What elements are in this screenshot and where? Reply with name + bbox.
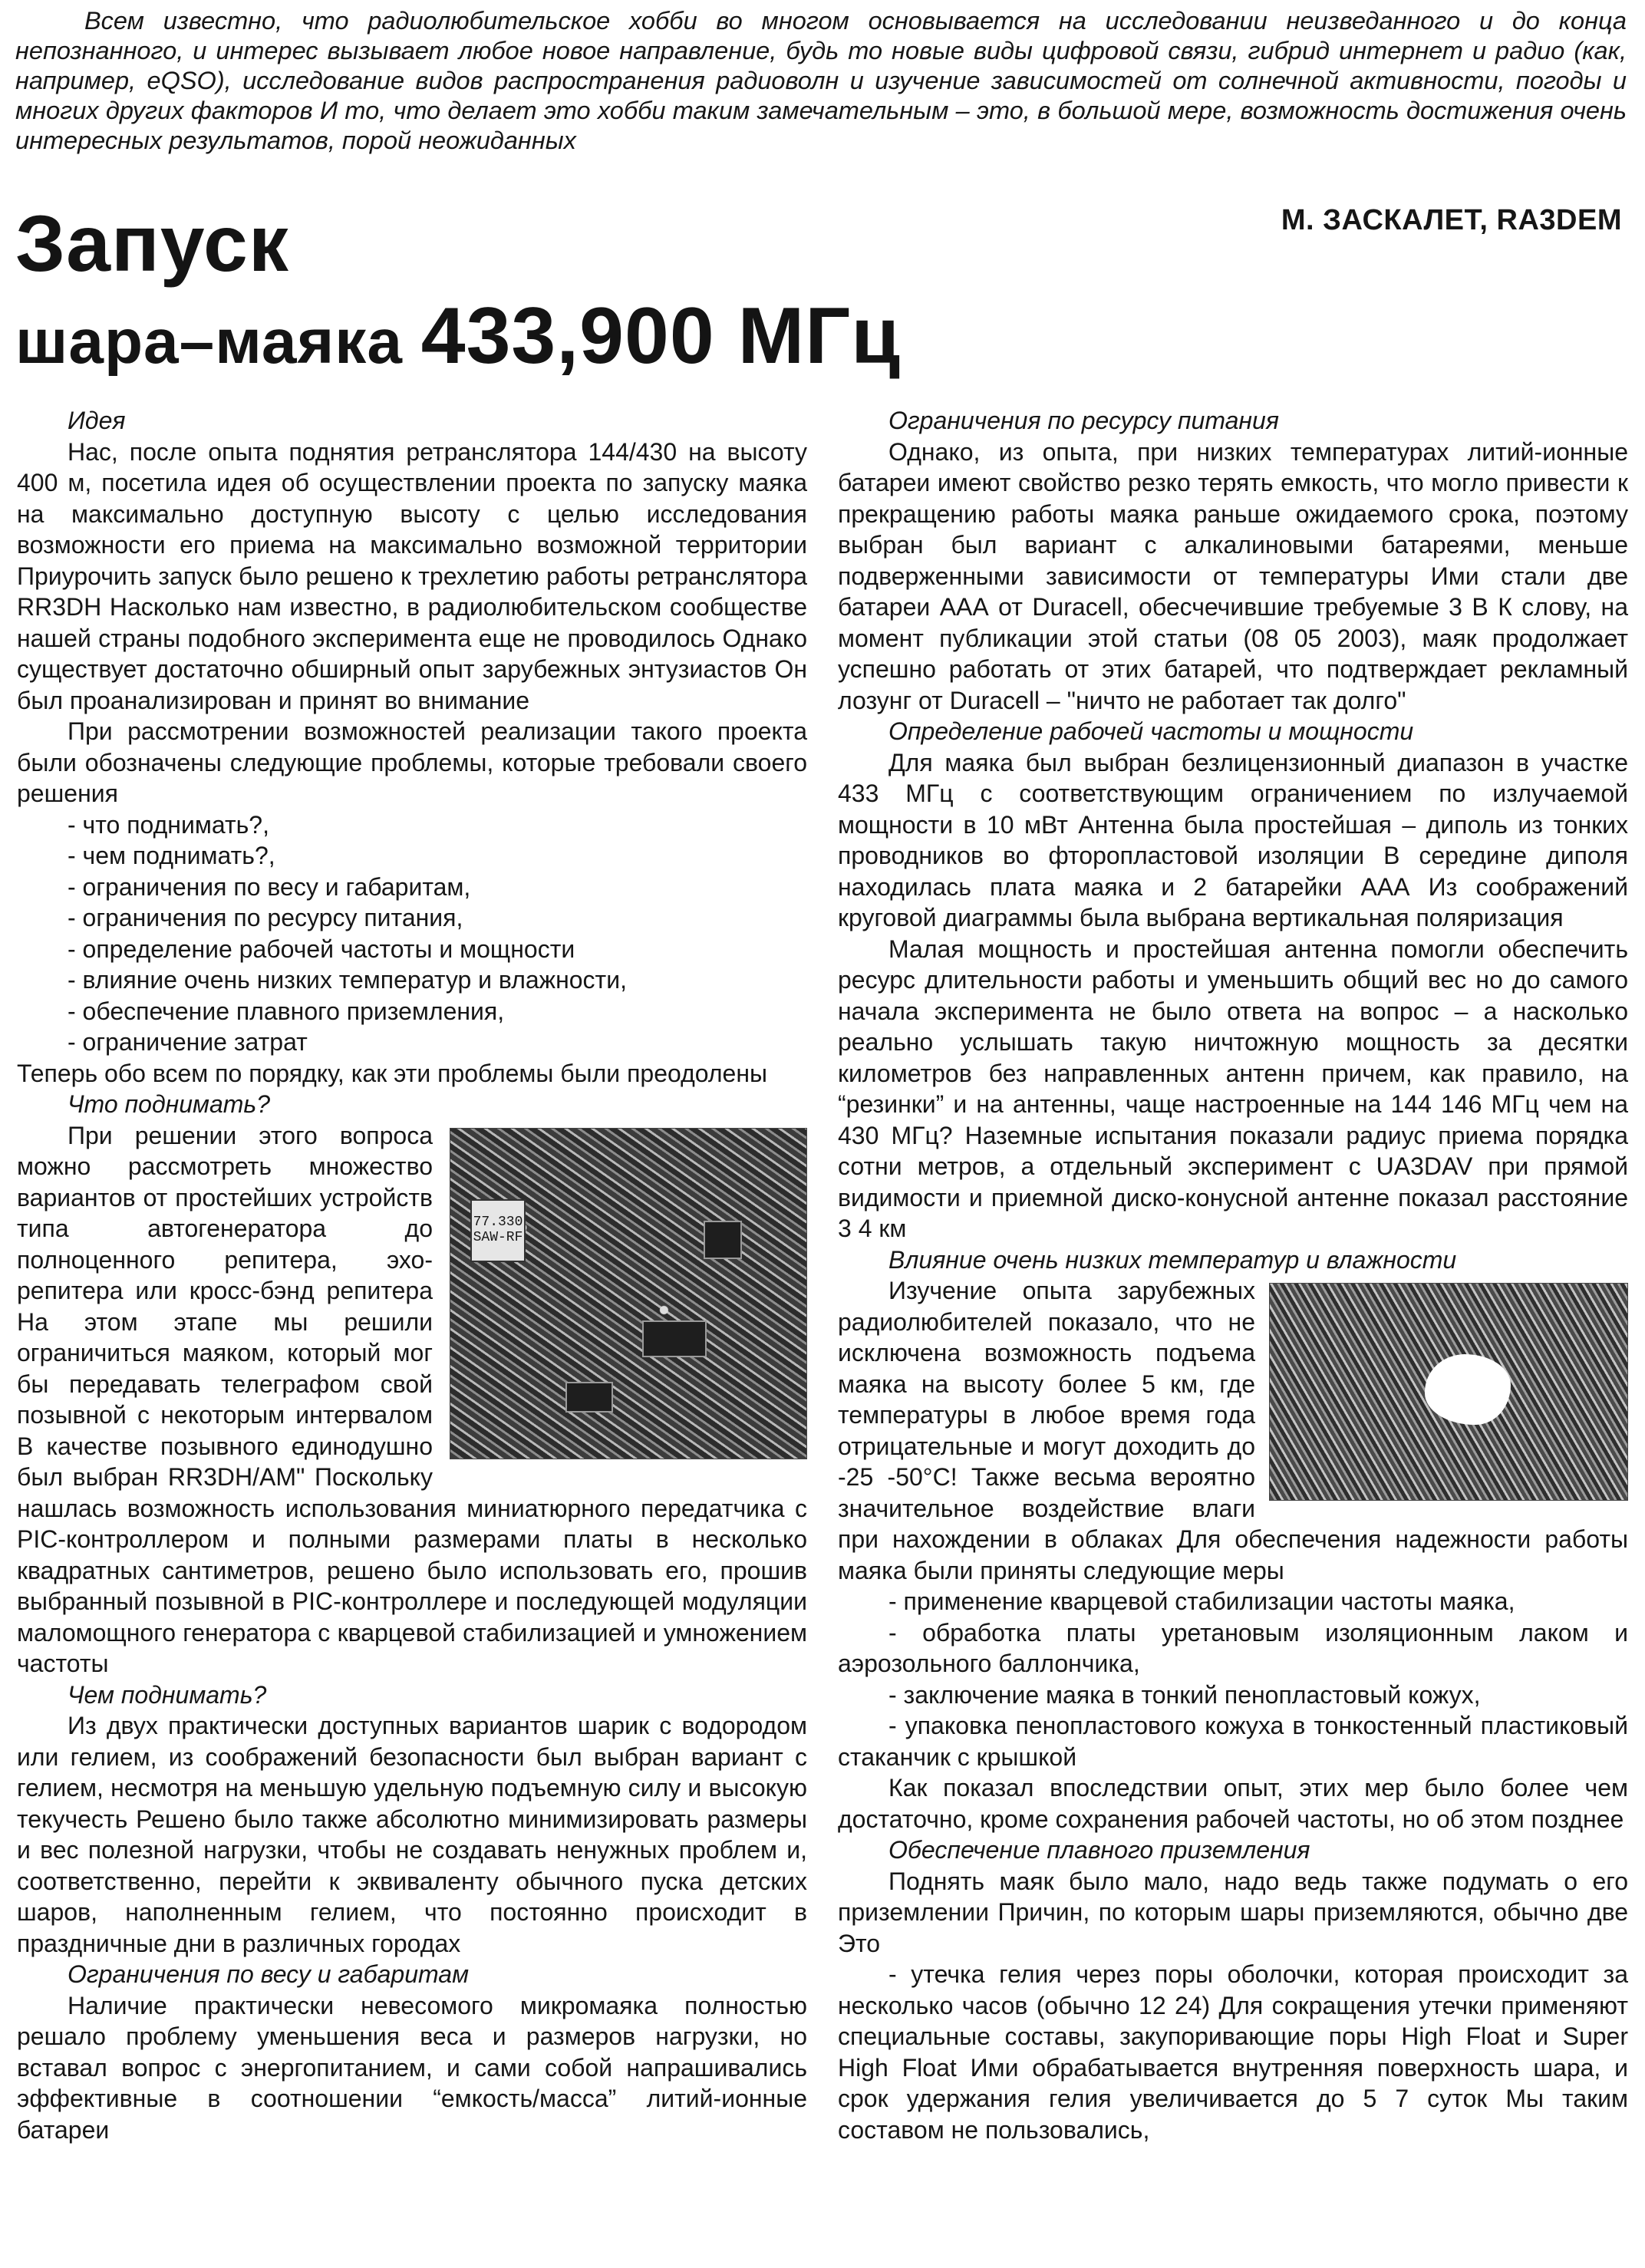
balloon-shape — [1425, 1354, 1511, 1425]
list-item: - заключение маяка в тонкий пенопластовый кожух, — [888, 1680, 1481, 1709]
balloon-photo — [1269, 1283, 1628, 1501]
title-line-1: Запуск — [15, 199, 289, 288]
ic-chip — [704, 1221, 742, 1259]
heading-temperature: Влияние очень низких температур и влажности — [888, 1245, 1457, 1274]
paragraph: Нас, после опыта поднятия ретранслятора 144/430 на высоту 400 м, посетила идея об осуществлении проекта по запуску маяка на максимально доступную высоту с целью исследования возможности его приема на максимально возможной территории Приурочить запуск было решено к трехлетию работы ретранслятора RR3DH Насколько нам известно, в радиолюбительском сообществе нашей страны подобного эксперимента еще не проводилось Однако существует достаточно обширный опыт зарубежных энтузиастов Он был проанализирован и принят во внимание — [17, 437, 807, 714]
heading-weight-limits: Ограничения по весу и габаритам — [68, 1960, 470, 1988]
paragraph: При рассмотрении возможностей реализации такого проекта были обозначены следующие проблемы, которые требовали своего решения — [17, 717, 807, 807]
paragraph: Теперь обо всем по порядку, как эти проблемы были преодолены — [17, 1059, 767, 1087]
title-frequency: 433,900 МГц — [420, 292, 902, 381]
crystal-chip: 77.330 SAW-RF — [470, 1199, 526, 1262]
paragraph: При решении этого вопроса можно рассмотреть множество вариантов от простейших устройств типа автогенератора до полноценного репитера, эхо-репитера или кросс-бэнд репитера На этом этапе мы решили ограничиться маяком, который мог бы передавать телеграфом свой позывной с некоторым интервалом В качестве позывного единодушно был выбран RR3DH/AM" Поскольку нашлась возможность использования миниатюрного передатчика с PIC-контроллером и полными размерами платы в несколько квадратных сантиметров, решено было использовать его, прошив выбранный позывной в PIC-контроллере и последующей модуляции маломощного генератора с кварцевой стабилизацией и умножением частоты — [17, 1121, 807, 1677]
list-item: - упаковка пенопластового кожуха в тонкостенный пластиковый стаканчик с крышкой — [838, 1712, 1628, 1771]
heading-power-limits: Ограничения по ресурсу питания — [888, 407, 1279, 434]
paragraph: Как показал впоследствии опыт, этих мер было более чем достаточно, кроме сохранения рабочей частоты, но об этом позднее — [838, 1774, 1628, 1833]
title-line-2: шара–маяка — [15, 307, 403, 377]
ic-chip — [642, 1320, 707, 1357]
list-item: - чем поднимать?, — [68, 842, 275, 869]
heading-what-to-lift: Что поднимать? — [68, 1090, 271, 1118]
paragraph: Из двух практически доступных вариантов шарик с водородом или гелием, из соображений безопасности был выбран вариант с гелием, несмотря на меньшую удельную подъемную силу и высокую текучесть Решено было также абсолютно минимизировать размеры и вес полезной нагрузки, чтобы не создавать ненужных проблем и, соответственно, перейти к эквиваленту обычного пуска детских шаров, наполненным гелием, что постоянно происходит в праздничные дни в различных городах — [17, 1712, 807, 1957]
heading-frequency-power: Определение рабочей частоты и мощности — [888, 717, 1414, 745]
left-column — [17, 405, 807, 2145]
right-column — [838, 405, 1628, 2145]
article-title — [15, 201, 901, 385]
list-item: - что поднимать?, — [68, 810, 269, 839]
paragraph: Для маяка был выбран безлицензионный диапазон в участке 433 МГц с соответствующим ограничением по излучаемой мощности в 10 мВт Антенна была простейшая – диполь из тонких проводников во фторопластовой изоляции В середине диполя находилась плата маяка и 2 батарейки ААА Из соображений круговой диаграммы была выбрана вертикальная поляризация — [838, 748, 1628, 931]
paragraph: Поднять маяк было мало, надо ведь также подумать о его приземлении Причин, по которым шары приземляются, обычно две Это — [838, 1867, 1628, 1957]
intro-text: Всем известно, что радиолюбительское хобби во многом основывается на исследовании неизведанного и до конца непознанного, и интерес вызывает любое новое направление, будь то новые виды цифровой связи, гибрид интернет и радио (как, например, eQSO), исследование видов распространения радиоволн и изучение зависимостей от солнечной активности, погоды и многих других факторов И то, что делает это хобби таким замечательным – это, в большой мере, возможность достижения очень интересных результатов, порой неожиданных — [15, 7, 1627, 154]
list-item: - ограничение затрат — [68, 1028, 308, 1056]
author-byline: М. ЗАСКАЛЕТ, RA3DEM — [1281, 204, 1622, 236]
paragraph: - утечка гелия через поры оболочки, которая происходит за несколько часов (обычно 12 24) Для сокращения утечки применяют специальные составы, закупоривающие поры High Float и Super High Float Ими обрабатывается внутренняя поверхность шара, и срок удержания гелия увеличивается до 5 7 суток Мы таким составом не пользовались, — [838, 1960, 1628, 2144]
beacon-board-photo — [450, 1128, 807, 1459]
list-item: - ограничения по весу и габаритам, — [68, 872, 471, 901]
heading-idea: Идея — [68, 407, 126, 434]
paragraph: Изучение опыта зарубежных радиолюбителей показало, что не исключена возможность подъема маяка на высоту более 5 км, где температуры в любое время года отрицательные и могут доходить до -25 -50°C! Также весьма вероятно значительное воздействие влаги при нахождении в облаках Для обеспечения надежности работы маяка были приняты следующие меры — [838, 1277, 1628, 1584]
list-item: - применение кварцевой стабилизации частоты маяка, — [888, 1587, 1515, 1615]
paragraph: Малая мощность и простейшая антенна помогли обеспечить ресурс длительности работы и уменьшить общий вес но до самого начала эксперимента не было ответа на вопрос – а насколько реально услышать такую ничтожную мощность за десятки километров без направленных антенн причем, как правило, на “резинки” и на антенны, чаще настроенные на 144 146 МГц чем на 430 МГц? Наземные испытания показали радиус приема порядка сотни метров, а отдельный эксперимент с UA3DAV при прямой видимости и приемной диско-конусной антенне показал расстояние 3 4 км — [838, 935, 1628, 1242]
heading-landing: Обеспечение плавного приземления — [888, 1836, 1310, 1864]
list-item: - обеспечение плавного приземления, — [68, 997, 505, 1025]
ic-chip — [565, 1382, 613, 1413]
list-item: - определение рабочей частоты и мощности — [68, 935, 575, 963]
heading-lifting-means: Чем поднимать? — [68, 1680, 267, 1709]
paragraph: Наличие практически невесомого микромаяка полностью решало проблему уменьшения веса и размеров нагрузки, но вставал вопрос с энергопитанием, и сами собой напрашивались эффективные в соотношении “емкость/масса” литий-ионные батареи — [17, 1991, 807, 2144]
intro-lead — [15, 6, 1627, 156]
list-item: - влияние очень низких температур и влажности, — [68, 966, 627, 994]
list-item: - ограничения по ресурсу питания, — [68, 904, 463, 931]
paragraph: Однако, из опыта, при низких температурах литий-ионные батареи имеют свойство резко терять емкость, что могло привести к прекращению работы маяка раньше ожидаемого срока, поэтому выбран был вариант с алкалиновыми батареями, меньше подверженными зависимости от температуры Ими стали две батареи ААА от Duracell, обесчечившие требуемые 3 В К слову, на момент публикации этой статьи (08 05 2003), маяк продолжает успешно работать от этих батарей, что подтверждает рекламный лозунг от Duracell – "ничто не работает так долго" — [838, 437, 1628, 714]
list-item: - обработка платы уретановым изоляционным лаком и аэрозольного баллончика, — [838, 1618, 1628, 1677]
